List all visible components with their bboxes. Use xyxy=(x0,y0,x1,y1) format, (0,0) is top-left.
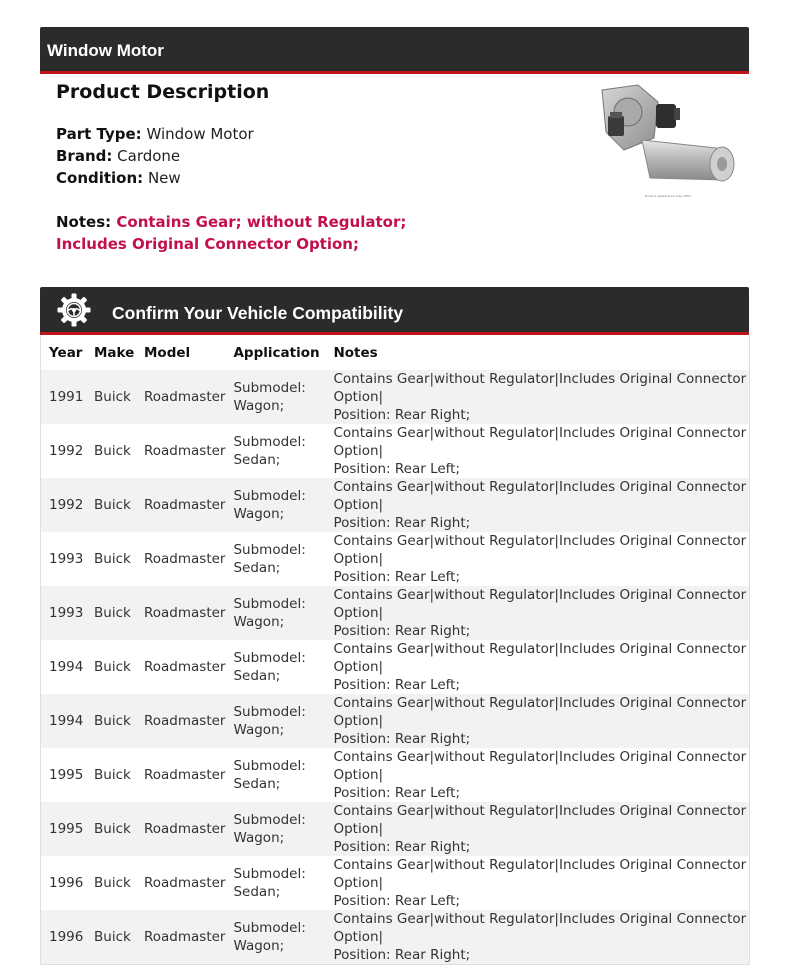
cell-make: Buick xyxy=(86,856,136,910)
application-line-1: Submodel: xyxy=(233,650,306,666)
notes-line-2: Position: Rear Left; xyxy=(333,785,461,801)
part-type-line xyxy=(56,123,254,145)
application-line-1: Submodel: xyxy=(233,542,306,558)
notes-line-2: Position: Rear Right; xyxy=(333,731,471,747)
cell-model: Roadmaster xyxy=(136,370,225,424)
notes-line-2: Position: Rear Left; xyxy=(333,461,461,477)
cell-year: 1992 xyxy=(41,424,86,478)
cell-make: Buick xyxy=(86,586,136,640)
part-type-value: Window Motor xyxy=(146,125,254,143)
cell-notes xyxy=(325,910,749,964)
brand-label: Brand: xyxy=(56,147,113,165)
cell-application xyxy=(225,694,325,748)
notes-label: Notes: xyxy=(56,213,112,231)
cell-notes xyxy=(325,586,749,640)
application-line-2: Wagon; xyxy=(233,614,285,630)
cell-model: Roadmaster xyxy=(136,640,225,694)
notes-line-1: Contains Gear|without Regulator|Includes Original Connector Option| xyxy=(333,479,747,513)
application-line-2: Wagon; xyxy=(233,938,285,954)
application-line-2: Sedan; xyxy=(233,452,281,468)
cell-model: Roadmaster xyxy=(136,856,225,910)
cell-make: Buick xyxy=(86,802,136,856)
product-image xyxy=(588,80,748,202)
cell-model: Roadmaster xyxy=(136,478,225,532)
notes-line-1: Contains Gear|without Regulator|Includes Original Connector Option| xyxy=(333,695,747,729)
notes-line-2: Position: Rear Right; xyxy=(333,947,471,963)
cell-make: Buick xyxy=(86,910,136,964)
part-type-label: Part Type: xyxy=(56,125,142,143)
application-line-2: Wagon; xyxy=(233,830,285,846)
cell-model: Roadmaster xyxy=(136,532,225,586)
table-row xyxy=(41,532,749,586)
cell-notes xyxy=(325,370,749,424)
col-make: Make xyxy=(86,335,136,370)
cell-make: Buick xyxy=(86,478,136,532)
cell-model: Roadmaster xyxy=(136,910,225,964)
notes-line-2: Position: Rear Right; xyxy=(333,623,471,639)
cell-year: 1994 xyxy=(41,640,86,694)
cell-make: Buick xyxy=(86,424,136,478)
notes-line-2: Includes Original Connector Option; xyxy=(56,235,359,253)
cell-year: 1993 xyxy=(41,532,86,586)
notes-line-1: Contains Gear|without Regulator|Includes Original Connector Option| xyxy=(333,587,747,621)
application-line-1: Submodel: xyxy=(233,812,306,828)
compatibility-table-wrap xyxy=(40,335,750,965)
cell-model: Roadmaster xyxy=(136,694,225,748)
cell-model: Roadmaster xyxy=(136,802,225,856)
notes-line-2: Position: Rear Left; xyxy=(333,677,461,693)
cell-application xyxy=(225,748,325,802)
cell-notes xyxy=(325,424,749,478)
cell-notes xyxy=(325,748,749,802)
application-line-2: Wagon; xyxy=(233,722,285,738)
col-year: Year xyxy=(41,335,86,370)
cell-year: 1995 xyxy=(41,802,86,856)
application-line-1: Submodel: xyxy=(233,758,306,774)
cell-year: 1992 xyxy=(41,478,86,532)
gear-steering-wheel-icon xyxy=(57,293,91,327)
compatibility-title: Confirm Your Vehicle Compatibility xyxy=(112,303,404,323)
application-line-1: Submodel: xyxy=(233,380,306,396)
cell-model: Roadmaster xyxy=(136,748,225,802)
cell-notes xyxy=(325,640,749,694)
cell-application xyxy=(225,370,325,424)
cell-year: 1993 xyxy=(41,586,86,640)
cell-year: 1991 xyxy=(41,370,86,424)
cell-model: Roadmaster xyxy=(136,424,225,478)
notes-line-2: Position: Rear Right; xyxy=(333,407,471,423)
application-line-1: Submodel: xyxy=(233,866,306,882)
notes-line-1: Contains Gear|without Regulator|Includes Original Connector Option| xyxy=(333,749,747,783)
cell-application xyxy=(225,802,325,856)
cell-application xyxy=(225,424,325,478)
svg-text:Product appearance may differ: Product appearance may differ xyxy=(644,194,692,198)
table-header-row xyxy=(41,335,749,370)
notes-line-1: Contains Gear|without Regulator|Includes Original Connector Option| xyxy=(333,641,747,675)
table-row xyxy=(41,802,749,856)
brand-line xyxy=(56,145,180,167)
brand-value: Cardone xyxy=(117,147,181,165)
product-description xyxy=(56,80,536,104)
table-row xyxy=(41,856,749,910)
application-line-2: Wagon; xyxy=(233,398,285,414)
table-row xyxy=(41,370,749,424)
notes-block xyxy=(56,211,406,255)
cell-application xyxy=(225,856,325,910)
application-line-1: Submodel: xyxy=(233,488,306,504)
notes-line-1: Contains Gear|without Regulator|Includes Original Connector Option| xyxy=(333,911,747,945)
cell-make: Buick xyxy=(86,748,136,802)
description-heading: Product Description xyxy=(56,81,270,103)
notes-line-1: Contains Gear|without Regulator|Includes Original Connector Option| xyxy=(333,371,747,405)
notes-line-1: Contains Gear|without Regulator|Includes Original Connector Option| xyxy=(333,533,747,567)
cell-application xyxy=(225,478,325,532)
table-row xyxy=(41,424,749,478)
application-line-1: Submodel: xyxy=(233,704,306,720)
cell-application xyxy=(225,910,325,964)
cell-make: Buick xyxy=(86,370,136,424)
cell-year: 1996 xyxy=(41,910,86,964)
header-bar xyxy=(40,27,749,74)
notes-line-1: Contains Gear; without Regulator; xyxy=(116,213,407,231)
cell-notes xyxy=(325,856,749,910)
table-row xyxy=(41,910,749,964)
application-line-1: Submodel: xyxy=(233,596,306,612)
application-line-1: Submodel: xyxy=(233,920,306,936)
table-row xyxy=(41,586,749,640)
application-line-1: Submodel: xyxy=(233,434,306,450)
col-notes: Notes xyxy=(325,335,749,370)
cell-application xyxy=(225,586,325,640)
application-line-2: Sedan; xyxy=(233,884,281,900)
cell-make: Buick xyxy=(86,532,136,586)
cell-notes xyxy=(325,478,749,532)
cell-make: Buick xyxy=(86,694,136,748)
notes-line-1: Contains Gear|without Regulator|Includes Original Connector Option| xyxy=(333,425,747,459)
application-line-2: Sedan; xyxy=(233,668,281,684)
cell-year: 1996 xyxy=(41,856,86,910)
col-application: Application xyxy=(225,335,325,370)
cell-model: Roadmaster xyxy=(136,586,225,640)
application-line-2: Sedan; xyxy=(233,776,281,792)
header-title: Window Motor xyxy=(47,41,164,60)
condition-value: New xyxy=(147,169,181,187)
compatibility-bar xyxy=(40,287,749,335)
table-row xyxy=(41,478,749,532)
condition-label: Condition: xyxy=(56,169,144,187)
application-line-2: Wagon; xyxy=(233,506,285,522)
cell-notes xyxy=(325,532,749,586)
cell-application xyxy=(225,640,325,694)
condition-line xyxy=(56,167,181,189)
compatibility-table xyxy=(41,335,749,964)
cell-year: 1994 xyxy=(41,694,86,748)
notes-line-2: Position: Rear Left; xyxy=(333,893,461,909)
cell-make: Buick xyxy=(86,640,136,694)
cell-application xyxy=(225,532,325,586)
notes-line-2: Position: Rear Right; xyxy=(333,839,471,855)
table-row xyxy=(41,640,749,694)
notes-line-1: Contains Gear|without Regulator|Includes Original Connector Option| xyxy=(333,803,747,837)
cell-notes xyxy=(325,694,749,748)
table-row xyxy=(41,694,749,748)
cell-notes xyxy=(325,802,749,856)
table-row xyxy=(41,748,749,802)
col-model: Model xyxy=(136,335,225,370)
notes-line-2: Position: Rear Left; xyxy=(333,569,461,585)
notes-line-1: Contains Gear|without Regulator|Includes Original Connector Option| xyxy=(333,857,747,891)
notes-line-2: Position: Rear Right; xyxy=(333,515,471,531)
application-line-2: Sedan; xyxy=(233,560,281,576)
cell-year: 1995 xyxy=(41,748,86,802)
